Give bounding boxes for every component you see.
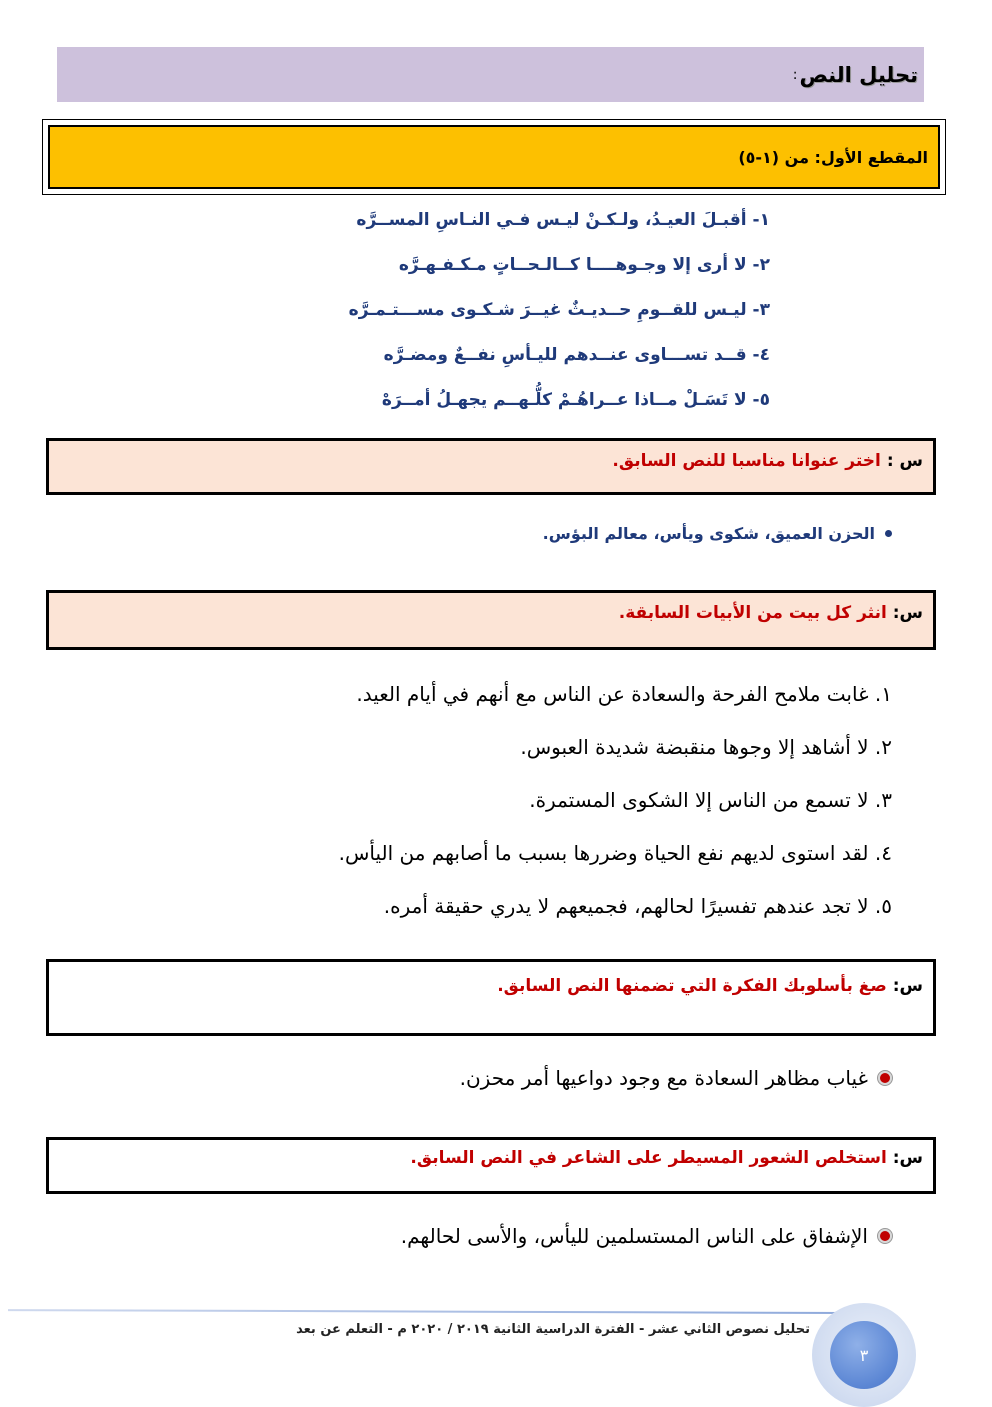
question-4-box [46, 1137, 936, 1194]
verse-5: ٥- لا تَسَـلْ مــاذا عــراهُـمْ كلُّـهــم يجهـلُ أمــرَهْ [381, 390, 770, 410]
prose-line-1: ١. غابت ملامح الفرحة والسعادة عن الناس مع أنهم في أيام العيد. [356, 682, 892, 706]
prose-line-3: ٣. لا تسمع من الناس إلا الشكوى المستمرة. [529, 788, 892, 812]
question-1-box [46, 438, 936, 495]
answer-3-text: غياب مظاهر السعادة مع وجود دواعيها أمر محزن. [459, 1066, 868, 1090]
page-title: تحليل النص [799, 62, 918, 87]
question-1-text: اختر عنوانا مناسبا للنص السابق. [612, 451, 881, 471]
verse-2: ٢- لا أرى إلا وجـوهــــا كــالـحــاتٍ مـكـفـهـرَّه [398, 255, 770, 275]
verse-1: ١- أقبـلَ العيـدُ، ولـكـنْ ليـس فـي النـاسِ المســرَّه [356, 210, 770, 230]
verse-4: ٤- قــد تســـاوى عنــدهم لليـأسِ نفــعٌ ومضـرَّه [383, 345, 770, 365]
answer-3 [460, 1066, 892, 1090]
page-title-bar [57, 47, 924, 102]
question-4-prefix: س: [892, 1148, 923, 1168]
question-1-prefix: س : [886, 451, 923, 471]
answer-4 [401, 1224, 892, 1248]
bullet-icon [878, 1071, 892, 1085]
answer-1-text: الحزن العميق، شكوى ويأس، معالم البؤس. [542, 524, 875, 543]
question-3-text: صغ بأسلوبك الفكرة التي تضمنها النص السابق. [497, 976, 887, 996]
answer-4-text: الإشفاق على الناس المستسلمين لليأس، والأسى لحالهم. [400, 1224, 868, 1248]
footer-text: تحليل نصوص الثاني عشر - الفترة الدراسية الثانية ٢٠١٩ / ٢٠٢٠ م - التعلم عن بعد [296, 1322, 810, 1337]
page-title-colon: : [792, 66, 798, 83]
verse-3: ٣- ليـس للقــومِ حــديـثٌ غيــرَ شـكـوى مســـتـمـرَّه [348, 300, 770, 320]
prose-line-5: ٥. لا تجد عندهم تفسيرًا لحالهم، فجميعهم لا يدري حقيقة أمره. [383, 894, 892, 918]
question-3-box [46, 959, 936, 1036]
section-header-box [42, 119, 946, 195]
question-2-box [46, 590, 936, 650]
bullet-icon [885, 530, 892, 537]
bullet-icon [878, 1229, 892, 1243]
prose-answers [192, 670, 892, 935]
question-2-prefix: س: [892, 603, 923, 623]
question-4-text: استخلص الشعور المسيطر على الشاعر في النص السابق. [410, 1148, 887, 1168]
prose-line-2: ٢. لا أشاهد إلا وجوها منقبضة شديدة العبوس. [520, 735, 892, 759]
page-number: ٣ [859, 1345, 869, 1365]
footer-divider [8, 1309, 848, 1314]
answer-1 [543, 524, 892, 543]
question-3-prefix: س: [892, 976, 923, 996]
page-number-badge [830, 1321, 898, 1389]
section-header [48, 125, 940, 189]
prose-line-4: ٤. لقد استوى لديهم نفع الحياة وضررها بسبب ما أصابهم من اليأس. [338, 841, 892, 865]
poem-verses [230, 198, 770, 423]
question-2-text: انثر كل بيت من الأبيات السابقة. [618, 603, 887, 623]
section-label: المقطع الأول: من (١-٥) [738, 147, 928, 167]
